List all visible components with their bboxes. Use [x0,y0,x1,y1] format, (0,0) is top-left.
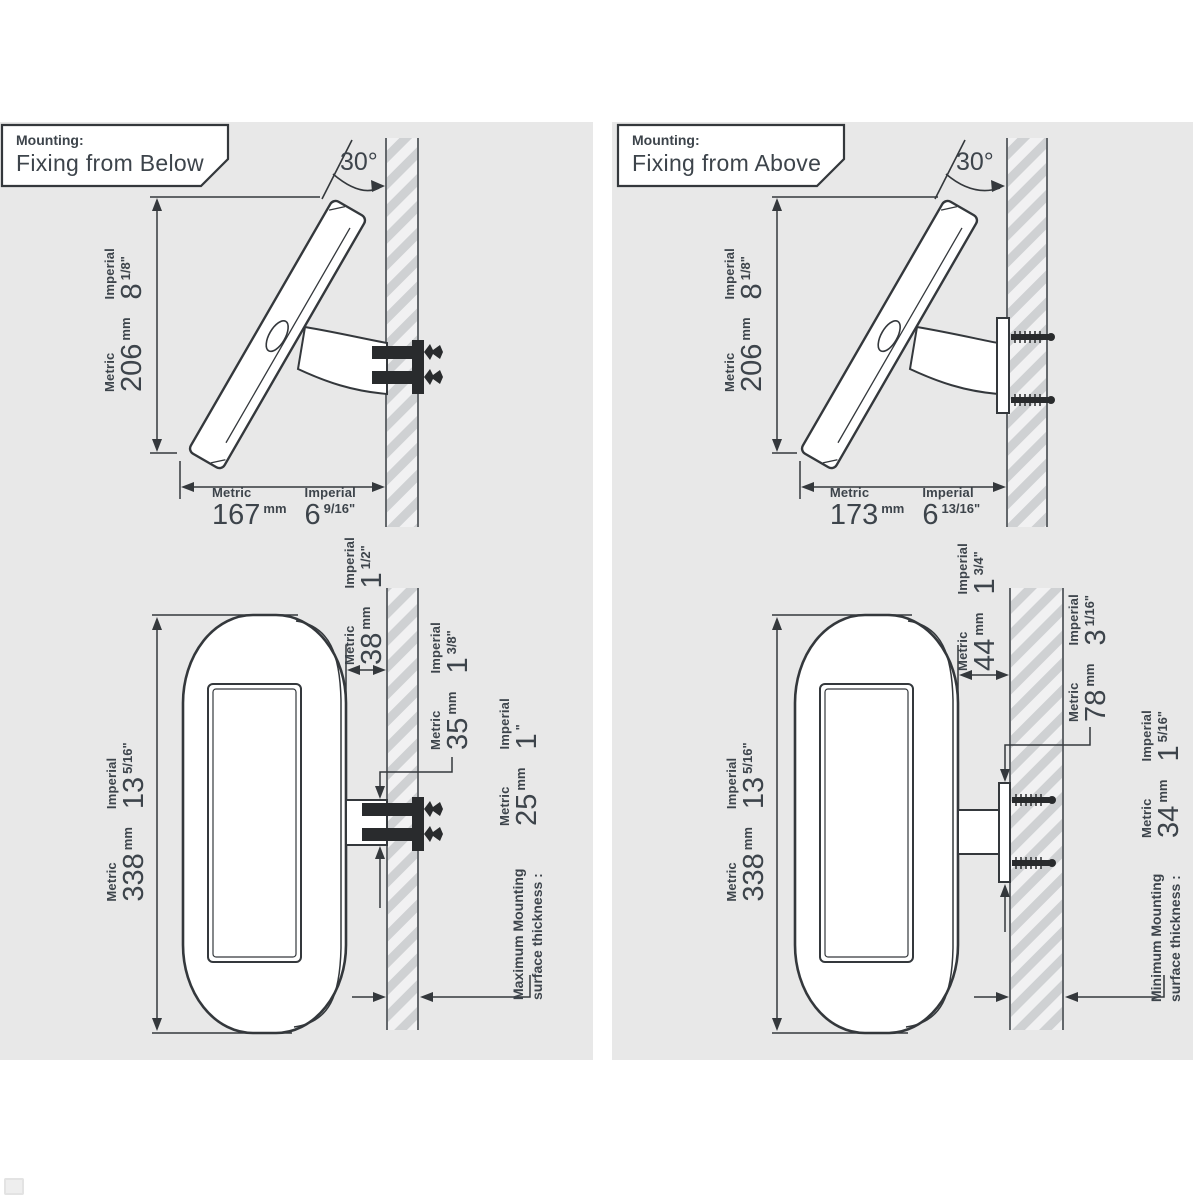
dim-thickness-above [974,975,1164,1002]
dim-label-thickness-above: Metric $34^{mm}$ Imperial $1^{5/16"}$ [1139,710,1186,838]
dim-label-thickness-below: Metric $25^{mm}$ Imperial 1" [497,698,544,826]
dim-38-below [346,645,386,700]
title-fixing-from-below [2,125,228,180]
dim-label-gap-below: Metric $38^{mm}$ Imperial $1^{1/2"}$ [342,537,389,665]
dim-label-height-side-below: Metric $206^{mm}$ Imperial $8^{1/8"}$ [102,248,149,392]
wall-side-above [1007,138,1047,527]
tablet-top-below [183,615,346,1033]
dim-label-height-top-below: Metric $338^{mm}$ Imperial $13^{5/16"}$ [104,742,151,902]
dim-label-height-side-above: Metric $206^{mm}$ Imperial $8^{1/8"}$ [722,248,769,392]
dim-label-height-top-above: Metric $338^{mm}$ Imperial $13^{5/16"}$ [724,742,771,902]
dim-label-stem-below: Metric $35^{mm}$ Imperial $1^{3/8"}$ [428,622,475,750]
stem-above [958,810,999,854]
dim-44-above [958,645,1009,700]
note-max-thickness: Maximum Mounting surface thickness : [510,868,545,1000]
tablet-top-above [795,615,958,1033]
wall-top-above [1010,588,1063,1030]
wall-plate-side-above [997,318,1009,413]
wall-side-below [386,138,418,527]
dim-label-gap-above: Metric $44^{mm}$ Imperial $1^{3/4"}$ [955,543,1002,671]
title-mounting-label: Mounting: [16,132,84,148]
dim-label-depth-below: Metric 167 $^{mm}$ Imperial 6 $^{9/16"}$ [212,485,356,532]
note-min-thickness: Minimum Mounting surface thickness : [1148,873,1183,1002]
dim-label-depth-above: Metric 173 $^{mm}$ Imperial 6 $^{13/16"}$ [829,485,981,532]
watermark-icon [4,1178,24,1195]
dim-thickness-below [352,975,530,1002]
dim-167-below [180,461,385,499]
title-method-label: Fixing from Below [16,149,204,176]
wall-plate-top-above [999,783,1010,882]
title-fixing-from-above [618,125,844,180]
mount-arm-above [910,327,998,394]
dim-label-plate-above: Metric $78^{mm}$ Imperial $3^{1/16"}$ [1066,594,1113,722]
title-method-label: Fixing from Above [632,149,822,176]
angle-value-above: 30° [956,148,994,176]
angle-value-below: 30° [340,148,378,176]
title-mounting-label: Mounting: [632,132,700,148]
